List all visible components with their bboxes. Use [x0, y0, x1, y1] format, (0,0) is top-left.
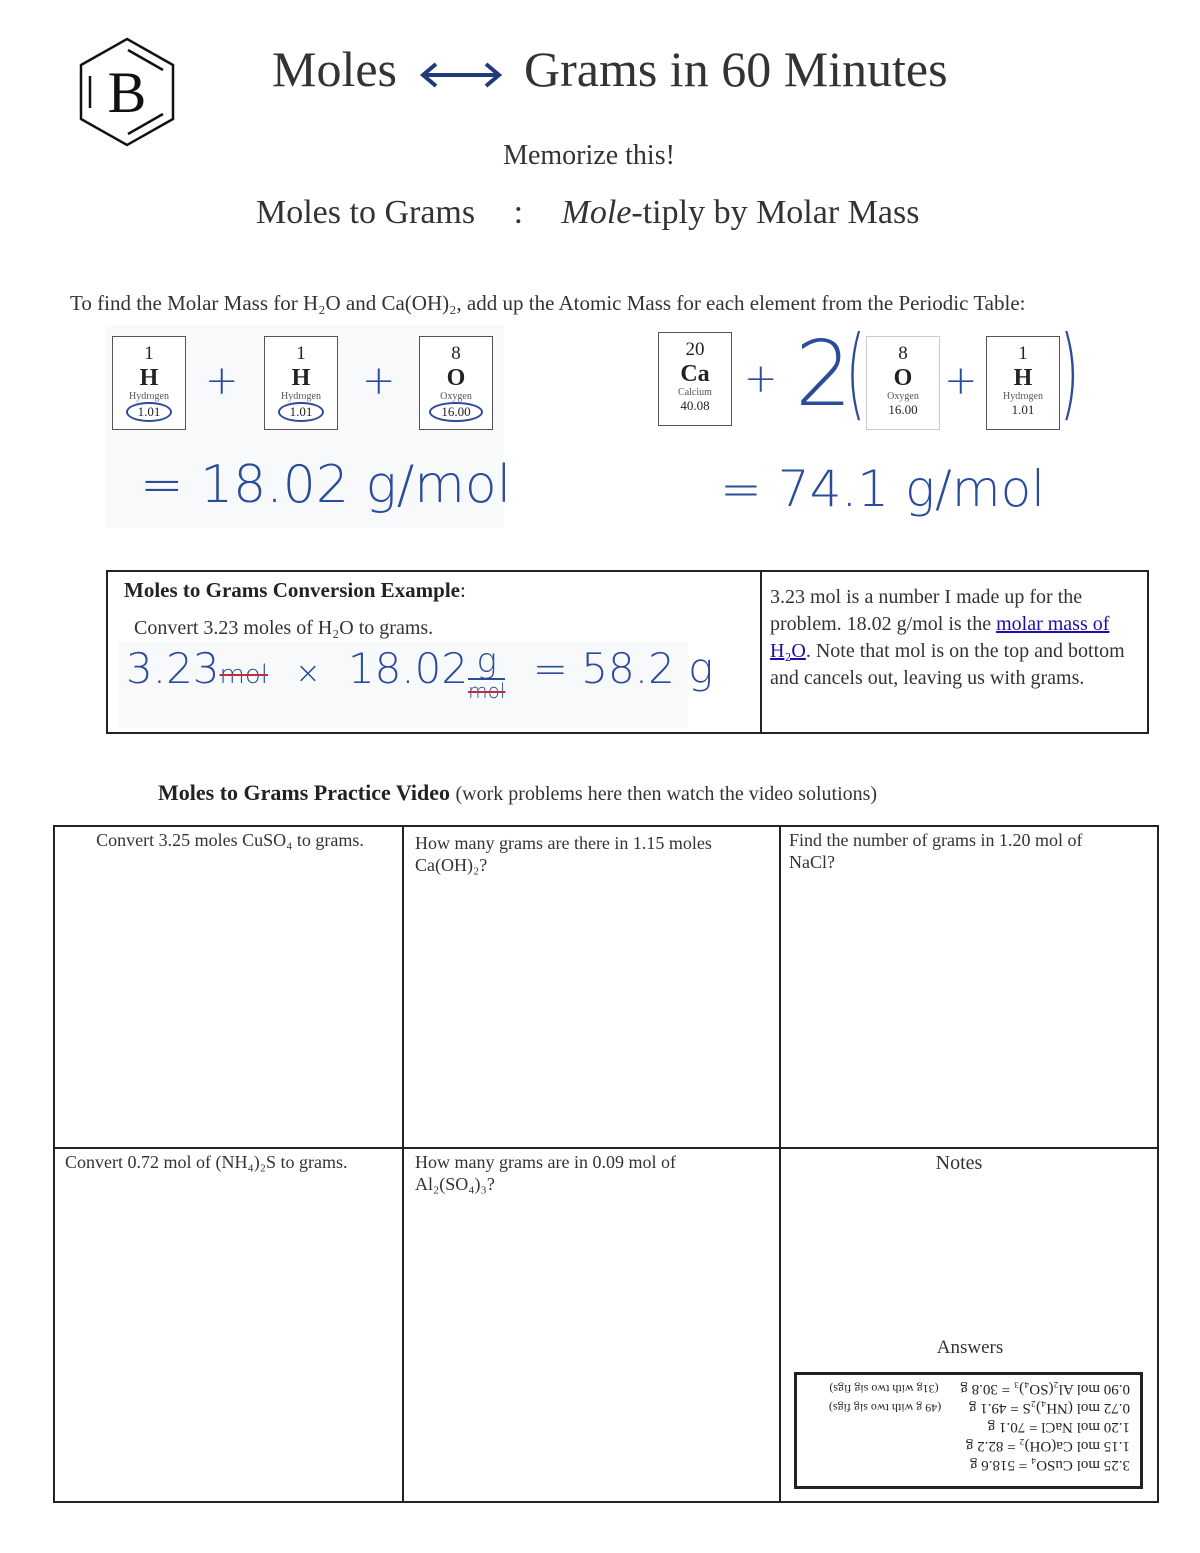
plus-sign: +	[205, 358, 239, 404]
atomic-mass: 16.00	[429, 402, 482, 422]
title-right: Grams in 60 Minutes	[524, 41, 948, 97]
atomic-mass: 1.01	[126, 402, 173, 422]
answer-note: (31g with two sig figs)	[829, 1382, 939, 1396]
answers-box	[794, 1372, 1143, 1489]
problem-5: How many grams are in 0.09 mol of Al₂(SO₄)₃?	[415, 1152, 676, 1194]
element-card-ca	[658, 332, 732, 426]
rule-line	[256, 194, 919, 232]
answer-row	[807, 1436, 1130, 1455]
element-card-h	[112, 336, 186, 430]
work-times: ×	[295, 656, 321, 691]
atomic-number: 1	[296, 343, 306, 364]
atomic-number: 20	[685, 339, 705, 360]
caoh-molar-mass-result: = 74.1 g/mol	[720, 460, 1046, 518]
example-prompt: Convert 3.23 moles of H₂O to grams.	[134, 617, 434, 639]
answer-text: 1.15 mol Ca(OH)₂ = 82.2 g	[965, 1438, 1130, 1454]
element-name: Oxygen	[440, 391, 472, 402]
answer-text: 1.20 mol NaCl = 70.1 g	[987, 1419, 1130, 1435]
element-symbol: O	[893, 365, 913, 391]
work-result: = 58.2 g	[532, 644, 714, 693]
atomic-number: 1	[1018, 343, 1028, 364]
element-symbol: H	[1013, 365, 1033, 391]
svg-text:B: B	[107, 60, 147, 125]
problem-3: Find the number of grams in 1.20 mol of NaCl?	[789, 830, 1083, 872]
note-text: . Note that mol is on the top and bottom and cancels out, leaving us with grams.	[770, 640, 1125, 689]
rule-left: Moles to Grams	[256, 194, 476, 231]
atomic-mass: 1.01	[1011, 402, 1035, 417]
answer-row	[807, 1379, 1130, 1398]
logo-hexagon	[76, 36, 178, 148]
element-name: Hydrogen	[129, 391, 169, 402]
molar-mass-link[interactable]: molar mass of H₂O	[770, 613, 1110, 662]
element-name: Hydrogen	[1003, 391, 1043, 402]
answer-text: 0.90 mol Al₂(SO₄)₃ = 30.8 g	[960, 1381, 1130, 1397]
element-name: Calcium	[678, 387, 712, 398]
atomic-mass: 16.00	[888, 402, 918, 417]
example-work	[126, 641, 714, 703]
problem-2: How many grams are there in 1.15 moles Ca(OH)₂?	[415, 833, 712, 875]
plus-sign: +	[362, 358, 396, 404]
element-card-o	[866, 336, 940, 430]
answer-row	[807, 1455, 1130, 1474]
element-card-o	[419, 336, 493, 430]
work-factor: 18.02	[347, 644, 469, 693]
atomic-mass: 40.08	[680, 398, 710, 413]
example-divider	[760, 572, 762, 732]
work-numerator-unit: g	[468, 644, 505, 680]
water-molar-mass-result: = 18.02 g/mol	[140, 455, 512, 515]
element-symbol: H	[291, 365, 311, 391]
notes-label: Notes	[935, 1152, 983, 1174]
answers-label: Answers	[936, 1337, 1004, 1358]
problem-4: Convert 0.72 mol of (NH₄)₂S to grams.	[65, 1152, 348, 1172]
title-left: Moles	[272, 41, 397, 97]
colon: :	[459, 578, 466, 602]
open-paren: (	[845, 314, 866, 431]
example-title: Moles to Grams Conversion Example	[124, 578, 460, 602]
atomic-number: 1	[144, 343, 154, 364]
close-paren: )	[1059, 314, 1080, 431]
problem-1: Convert 3.25 moles CuSO₄ to grams.	[96, 830, 364, 850]
element-symbol: O	[446, 365, 466, 391]
plus-sign: +	[944, 358, 978, 404]
rule-italic: Mole	[561, 194, 632, 231]
note-text: 3.23 mol is a number I made up for the problem. 18.02 g/mol is the	[770, 586, 1083, 635]
example-title-line	[124, 578, 466, 603]
answer-row	[807, 1398, 1130, 1417]
answer-text: 3.25 mol CuSO₄ = 518.6 g	[970, 1457, 1130, 1473]
rule-sep: :	[513, 194, 524, 231]
practice-title: Moles to Grams Practice Video	[158, 780, 451, 805]
answer-row	[807, 1417, 1130, 1436]
work-denominator-unit: mol	[468, 679, 506, 703]
intro-text: To find the Molar Mass for H₂O and Ca(OH)₂, add up the Atomic Mass for each element from the Periodic Table:	[70, 291, 1026, 315]
answer-note: (49 g with two sig figs)	[828, 1401, 942, 1415]
rule-rest: -tiply by Molar Mass	[631, 194, 920, 231]
practice-subtitle: (work problems here then watch the video solutions)	[455, 783, 878, 805]
element-card-h	[986, 336, 1060, 430]
answer-text: 0.72 mol (NH₄)₂S = 49.1 g	[968, 1400, 1130, 1416]
element-name: Hydrogen	[281, 391, 321, 402]
work-unit-cancelled: mol	[219, 660, 268, 690]
coefficient: 2	[795, 322, 853, 427]
practice-heading	[158, 780, 877, 806]
memorize-label: Memorize this!	[503, 140, 675, 171]
plus-sign: +	[744, 356, 778, 402]
answers-upside-down	[797, 1375, 1140, 1478]
page-title	[272, 40, 948, 98]
double-arrow-icon	[418, 60, 504, 90]
element-card-h	[264, 336, 338, 430]
element-name: Oxygen	[887, 391, 919, 402]
example-note	[770, 584, 1140, 692]
example-box	[106, 570, 1149, 734]
element-symbol: H	[139, 365, 159, 391]
element-symbol: Ca	[680, 361, 710, 387]
atomic-mass: 1.01	[278, 402, 325, 422]
atomic-number: 8	[898, 343, 908, 364]
atomic-number: 8	[451, 343, 461, 364]
work-amount: 3.23	[126, 644, 220, 693]
grid-divider	[402, 827, 404, 1501]
grid-divider	[55, 1147, 1157, 1149]
practice-grid	[53, 825, 1159, 1503]
